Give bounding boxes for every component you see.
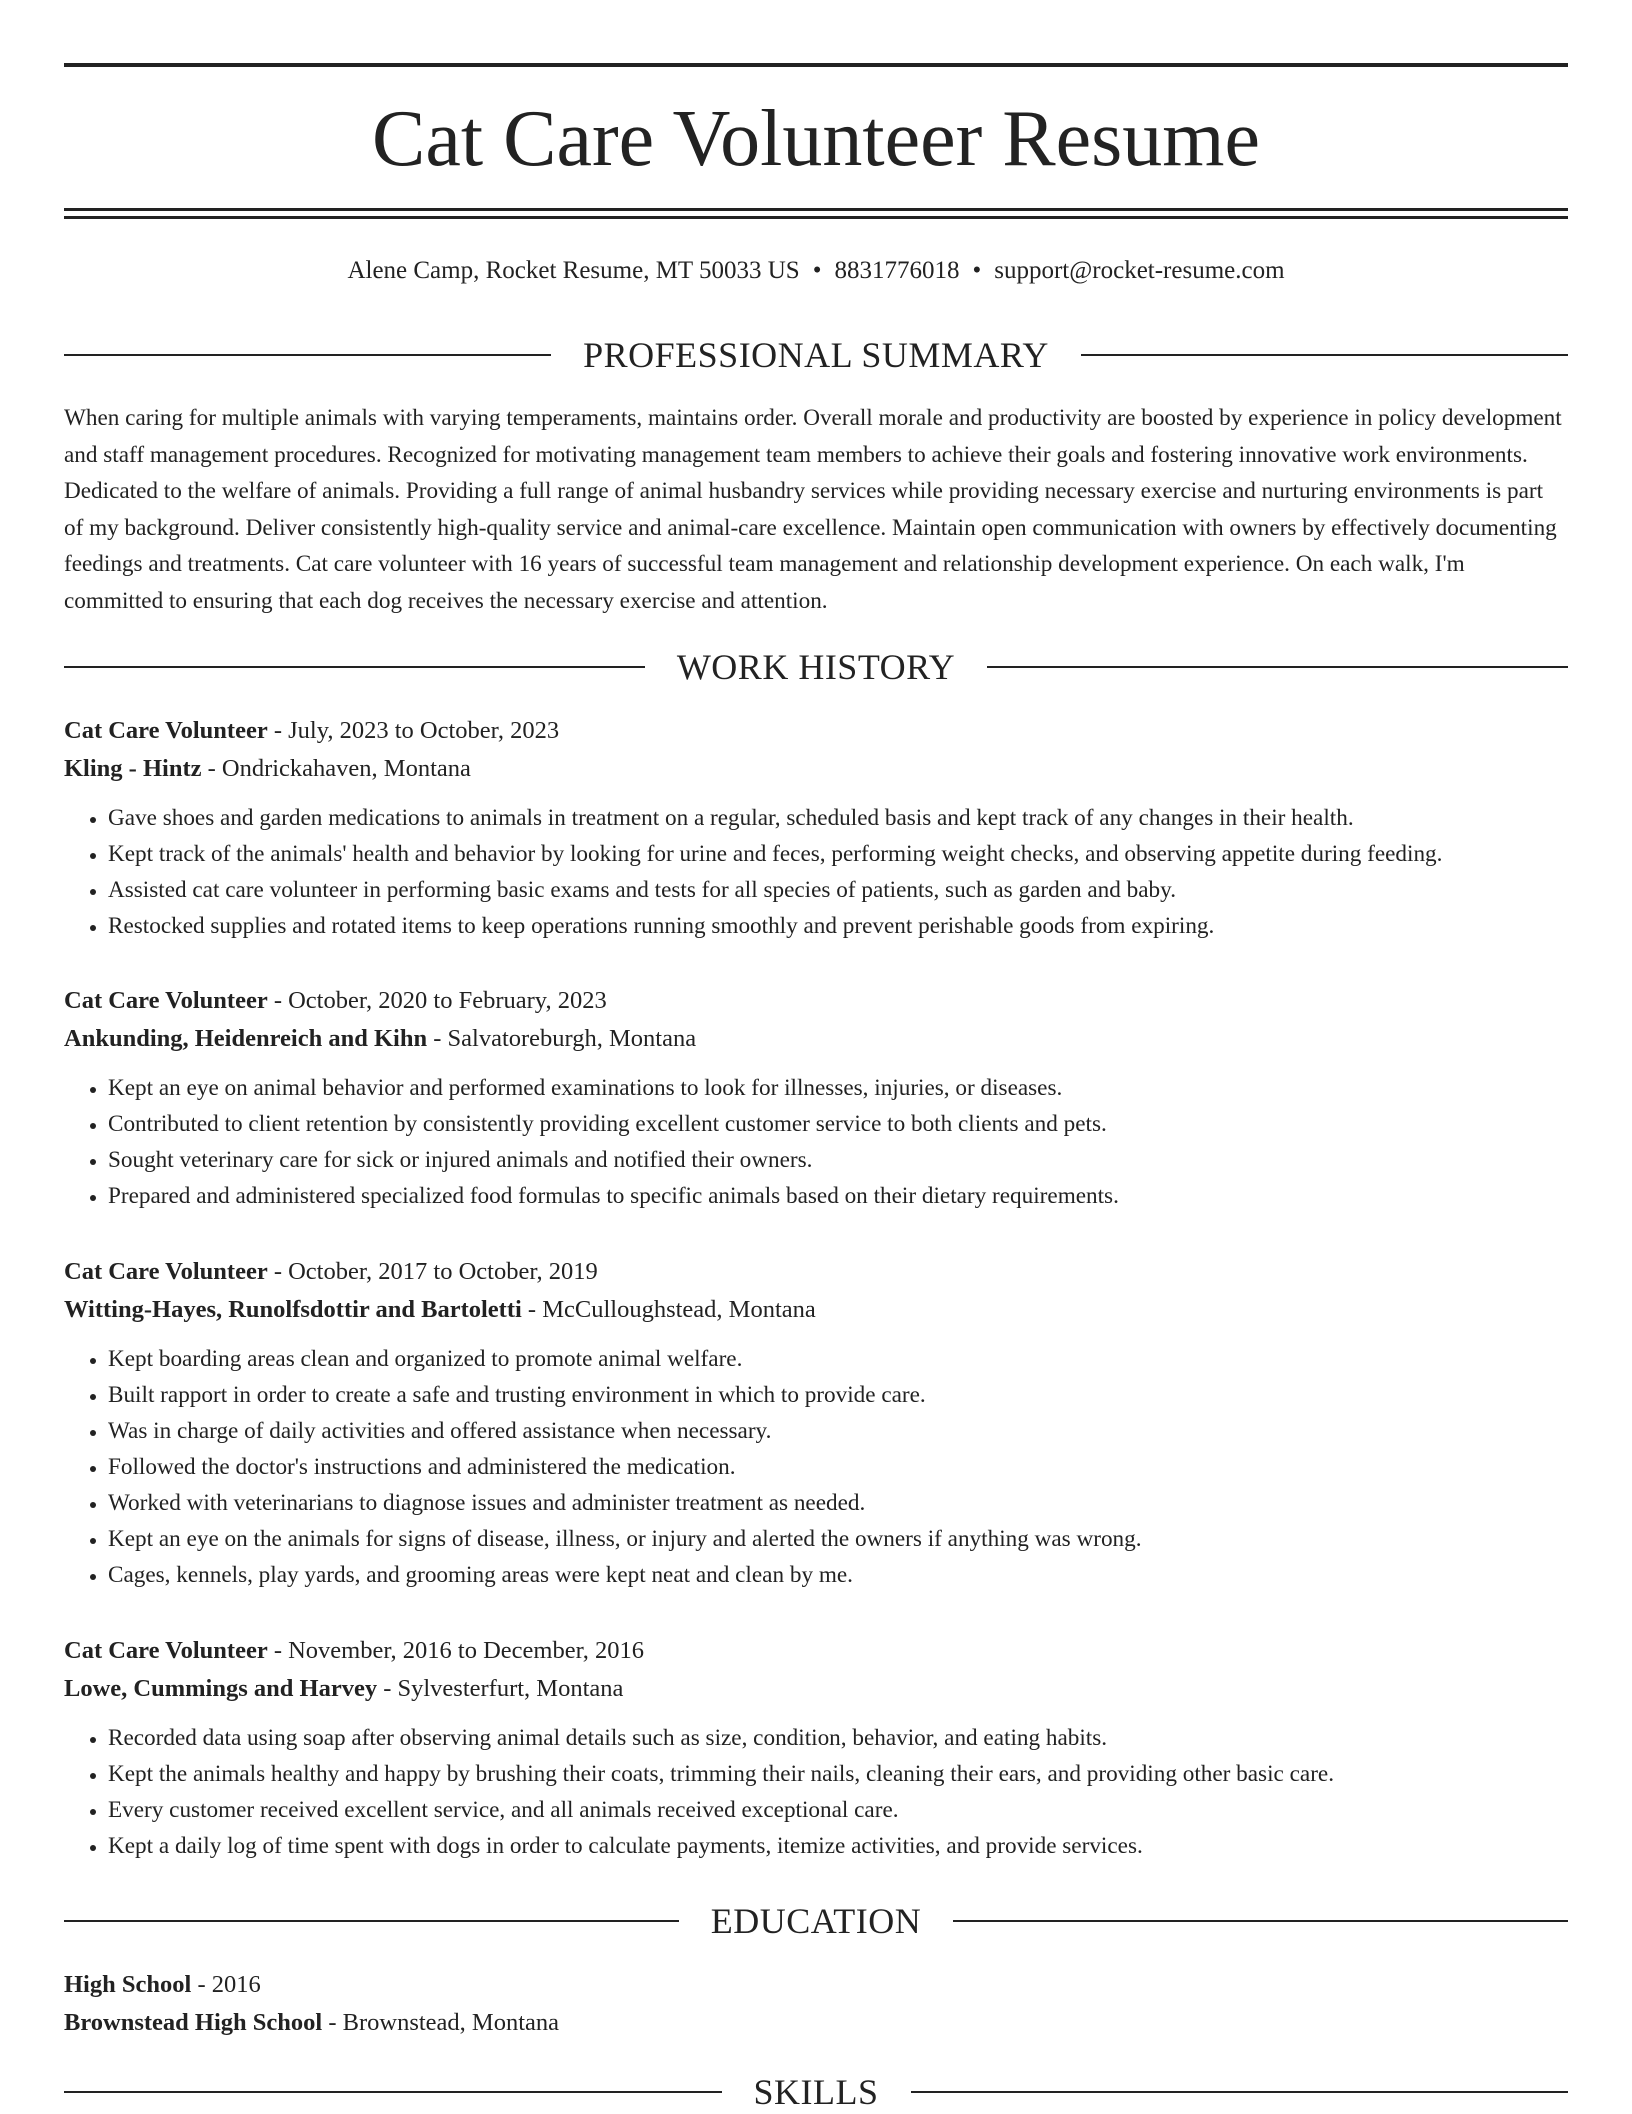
section-title: WORK HISTORY [676,647,956,687]
job-title: Cat Care Volunteer [64,717,268,744]
job-title-line [64,982,1568,1020]
job-bullet: • Worked with veterinarians to diagnose issues and administer treatment as needed. [108,1485,1568,1521]
contact-separator: • [812,257,822,284]
job-dates: - November, 2016 to December, 2016 [267,1637,645,1664]
divider-line [64,1920,679,1922]
section-title: SKILLS [753,2072,879,2112]
job-bullet: • Prepared and administered specialized food formulas to specific animals based on their dietary requirements. [108,1178,1568,1214]
section-title: PROFESSIONAL SUMMARY [583,335,1049,375]
job-location: - Ondrickahaven, Montana [201,755,471,782]
contact-email: support@rocket-resume.com [994,257,1285,284]
header-bottom-rule [64,208,1568,211]
education-year: - 2016 [191,1971,261,1998]
job-bullet: • Cages, kennels, play yards, and grooming areas were kept neat and clean by me. [108,1557,1568,1593]
header-top-rule [64,63,1568,67]
divider-line [64,354,551,356]
job-location: - Sylvesterfurt, Montana [377,1675,624,1702]
header-bottom-rule-second [64,216,1568,219]
education-location: - Brownstead, Montana [322,2009,560,2036]
job-bullet: • Followed the doctor's instructions and administered the medication. [108,1449,1568,1485]
job-entry [64,712,1568,944]
education-school-line [64,2004,1568,2042]
divider-line [64,2091,722,2093]
job-bullets [64,1070,1568,1214]
job-bullet: • Contributed to client retention by consistently providing excellent customer service to both clients and pets. [108,1106,1568,1142]
job-employer: Ankunding, Heidenreich and Kihn [64,1025,428,1052]
job-bullet: • Kept boarding areas clean and organized to promote animal welfare. [108,1341,1568,1377]
job-bullet: • Built rapport in order to create a safe and trusting environment in which to provide care. [108,1377,1568,1413]
education-school: Brownstead High School [64,2009,323,2036]
education-degree-line [64,1966,1568,2004]
contact-address: Alene Camp, Rocket Resume, MT 50033 US [347,257,800,284]
job-title-line [64,712,1568,750]
education-entry [64,1966,1568,2042]
job-title-line [64,1253,1568,1291]
divider-line [987,666,1568,668]
section-heading-education [64,1899,1568,1943]
section-heading-skills [64,2070,1568,2114]
summary-text: When caring for multiple animals with varying temperaments, maintains order. Overall morale and productivity are boosted by experience in policy development and staff management procedures. Recognized for motivating management team members to achieve their goals and fostering innovative work environments. Dedicated to the welfare of animals. Providing a full range of animal husbandry services while providing necessary exercise and nurturing environments is part of my background. Deliver consistently high-quality service and animal-care excellence. Maintain open communication with owners by effectively documenting feedings and treatments. Cat care volunteer with 16 years of successful team management and relationship development experience. On each walk, I'm committed to ensuring that each dog receives the necessary exercise and attention. [64,405,1562,614]
contact-line [64,256,1568,286]
contact-separator: • [972,257,982,284]
job-title: Cat Care Volunteer [64,1637,268,1664]
job-bullet: • Recorded data using soap after observing animal details such as size, condition, behavior, and eating habits. [108,1720,1568,1756]
job-bullet: • Kept a daily log of time spent with dogs in order to calculate payments, itemize activities, and provide services. [108,1828,1568,1864]
job-location: - McCulloughstead, Montana [521,1296,816,1323]
job-dates: - July, 2023 to October, 2023 [267,717,560,744]
section-title: EDUCATION [710,1901,922,1941]
section-heading-summary [64,333,1568,377]
job-entry [64,1253,1568,1593]
resume-title: Cat Care Volunteer Resume [372,95,1260,183]
job-employer-line [64,1670,1568,1708]
divider-line [911,2091,1569,2093]
education-degree: High School [64,1971,192,1998]
job-employer: Witting-Hayes, Runolfsdottir and Bartoletti [64,1296,522,1323]
job-bullets [64,1720,1568,1864]
job-entry [64,982,1568,1214]
job-dates: - October, 2017 to October, 2019 [267,1258,598,1285]
job-bullet: • Gave shoes and garden medications to animals in treatment on a regular, scheduled basis and kept track of any changes in their health. [108,800,1568,836]
job-bullet: • Kept track of the animals' health and behavior by looking for urine and feces, performing weight checks, and observing appetite during feeding. [108,836,1568,872]
job-employer-line [64,1291,1568,1329]
section-heading-work [64,645,1568,689]
job-title: Cat Care Volunteer [64,1258,268,1285]
job-dates: - October, 2020 to February, 2023 [267,987,607,1014]
job-bullets [64,1341,1568,1593]
job-entry [64,1632,1568,1864]
job-employer-line [64,750,1568,788]
job-bullet: • Restocked supplies and rotated items to keep operations running smoothly and prevent perishable goods from expiring. [108,908,1568,944]
job-location: - Salvatoreburgh, Montana [427,1025,697,1052]
job-title-line [64,1632,1568,1670]
job-bullet: • Sought veterinary care for sick or injured animals and notified their owners. [108,1142,1568,1178]
job-bullet: • Kept the animals healthy and happy by brushing their coats, trimming their nails, cleaning their ears, and providing other basic care. [108,1756,1568,1792]
job-employer: Lowe, Cummings and Harvey [64,1675,378,1702]
job-bullet: • Was in charge of daily activities and offered assistance when necessary. [108,1413,1568,1449]
divider-line [953,1920,1568,1922]
job-bullets [64,800,1568,944]
job-employer-line [64,1020,1568,1058]
contact-phone: 8831776018 [834,257,960,284]
job-bullet: • Every customer received excellent service, and all animals received exceptional care. [108,1792,1568,1828]
job-bullet: • Assisted cat care volunteer in performing basic exams and tests for all species of patients, such as garden and baby. [108,872,1568,908]
job-bullet: • Kept an eye on animal behavior and performed examinations to look for illnesses, injuries, or diseases. [108,1070,1568,1106]
divider-line [64,666,645,668]
job-title: Cat Care Volunteer [64,987,268,1014]
job-employer: Kling - Hintz [64,755,202,782]
job-bullet: • Kept an eye on the animals for signs of disease, illness, or injury and alerted the owners if anything was wrong. [108,1521,1568,1557]
divider-line [1081,354,1568,356]
